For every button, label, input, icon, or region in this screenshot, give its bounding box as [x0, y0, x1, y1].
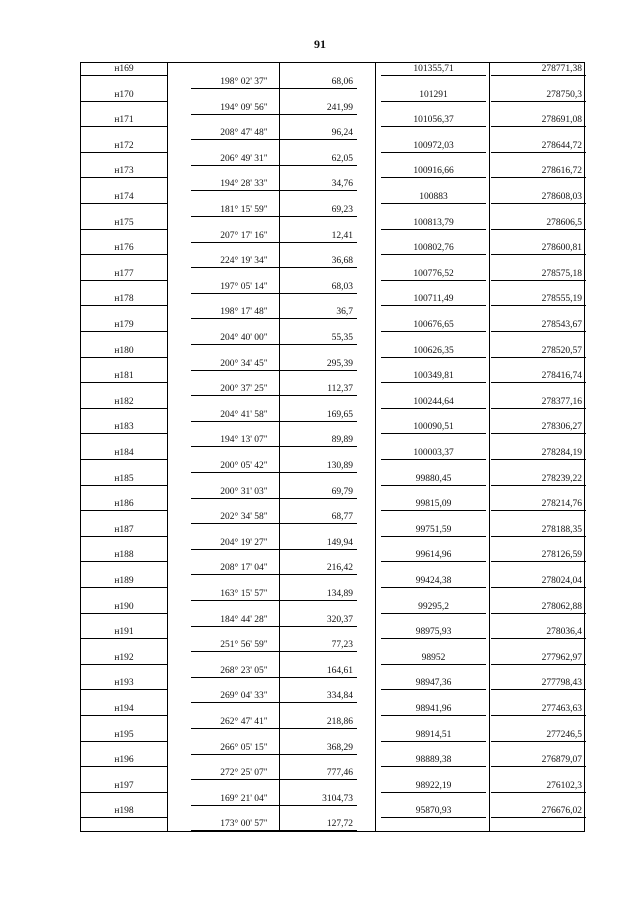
distance: 77,23: [297, 640, 357, 652]
point-name: н183: [81, 422, 167, 434]
direction-angle: 262° 47' 41": [191, 717, 297, 729]
distance: 216,42: [297, 563, 357, 575]
x-coordinate: 99424,38: [381, 576, 486, 588]
distance: 36,68: [297, 256, 357, 268]
direction-angle: 266° 05' 15": [191, 743, 297, 755]
distance: 777,46: [297, 768, 357, 780]
y-coordinate: 278691,08: [491, 115, 586, 127]
distance: 241,99: [297, 103, 357, 115]
point-name: н177: [81, 269, 167, 281]
distance: 127,72: [297, 819, 357, 831]
point-name: н180: [81, 346, 167, 358]
direction-angle: 181° 15' 59": [191, 205, 297, 217]
table-row: [81, 396, 586, 422]
table-row: [81, 601, 586, 627]
x-coordinate: 100244,64: [381, 397, 486, 409]
y-coordinate: 278616,72: [491, 166, 586, 178]
x-coordinate: 101355,71: [381, 64, 486, 76]
point-name: н188: [81, 550, 167, 562]
distance: 368,29: [297, 743, 357, 755]
table-row: [81, 729, 586, 755]
x-coordinate: 98941,96: [381, 704, 486, 716]
point-name: н174: [81, 192, 167, 204]
point-name: н195: [81, 730, 167, 742]
distance: 149,94: [297, 538, 357, 550]
y-coordinate: 278036,4: [491, 627, 586, 639]
table-row: [81, 652, 586, 678]
point-name: н198: [81, 806, 167, 818]
point-name: н189: [81, 576, 167, 588]
table-row: [81, 293, 586, 319]
x-coordinate: 100813,79: [381, 218, 486, 230]
point-name: н194: [81, 704, 167, 716]
direction-angle: 194° 28' 33": [191, 179, 297, 191]
y-coordinate: 278306,27: [491, 422, 586, 434]
point-name: н178: [81, 294, 167, 306]
table-row: [81, 498, 586, 524]
y-coordinate: 278377,16: [491, 397, 586, 409]
distance: 12,41: [297, 231, 357, 243]
distance: 69,23: [297, 205, 357, 217]
y-coordinate: 278214,76: [491, 499, 586, 511]
direction-angle: 200° 31' 03": [191, 487, 297, 499]
x-coordinate: 100776,52: [381, 269, 486, 281]
table-row: [81, 345, 586, 371]
x-coordinate: 99295,2: [381, 602, 486, 614]
distance: 130,89: [297, 461, 357, 473]
table-row: [81, 780, 586, 806]
point-name: н176: [81, 243, 167, 255]
direction-angle: 204° 40' 00": [191, 333, 297, 345]
table-row: [81, 319, 586, 345]
point-name: н191: [81, 627, 167, 639]
y-coordinate: 278750,3: [491, 90, 586, 102]
distance: 89,89: [297, 435, 357, 447]
point-name: н197: [81, 781, 167, 793]
distance: 320,37: [297, 615, 357, 627]
distance: 169,65: [297, 410, 357, 422]
y-coordinate: 278024,04: [491, 576, 586, 588]
point-name: н170: [81, 90, 167, 102]
direction-angle: 173° 00' 57": [191, 819, 297, 831]
table-row: [81, 473, 586, 499]
direction-angle: 184° 44' 28": [191, 615, 297, 627]
distance: 68,06: [297, 77, 357, 89]
point-name: н169: [81, 64, 167, 76]
distance: 112,37: [297, 384, 357, 396]
table-row: [81, 805, 586, 831]
point-name: н179: [81, 320, 167, 332]
direction-angle: 224° 19' 34": [191, 256, 297, 268]
point-name: н192: [81, 653, 167, 665]
table-row: [81, 677, 586, 703]
x-coordinate: 101056,37: [381, 115, 486, 127]
direction-angle: 204° 19' 27": [191, 538, 297, 550]
distance: 68,03: [297, 282, 357, 294]
x-coordinate: 101291: [381, 90, 486, 102]
point-name: н185: [81, 474, 167, 486]
direction-angle: 251° 56' 59": [191, 640, 297, 652]
direction-angle: 198° 17' 48": [191, 307, 297, 319]
y-coordinate: 276102,3: [491, 781, 586, 793]
direction-angle: 268° 23' 05": [191, 666, 297, 678]
x-coordinate: 99880,45: [381, 474, 486, 486]
y-coordinate: 277798,43: [491, 678, 586, 690]
distance: 334,84: [297, 691, 357, 703]
x-coordinate: 100349,81: [381, 371, 486, 383]
x-coordinate: 98952: [381, 653, 486, 665]
x-coordinate: 98947,36: [381, 678, 486, 690]
direction-angle: 206° 49' 31": [191, 154, 297, 166]
table-row: [81, 63, 586, 89]
distance: 69,79: [297, 487, 357, 499]
y-coordinate: 278600,81: [491, 243, 586, 255]
y-coordinate: 278555,19: [491, 294, 586, 306]
point-name: н187: [81, 525, 167, 537]
table-row: [81, 626, 586, 652]
point-name: н184: [81, 448, 167, 460]
point-name: н196: [81, 755, 167, 767]
page-number: 91: [314, 37, 326, 51]
distance: 164,61: [297, 666, 357, 678]
distance: 34,76: [297, 179, 357, 191]
x-coordinate: 95870,93: [381, 806, 486, 818]
y-coordinate: 278575,18: [491, 269, 586, 281]
direction-angle: 200° 05' 42": [191, 461, 297, 473]
distance: 96,24: [297, 128, 357, 140]
coordinates-table: [80, 62, 585, 832]
y-coordinate: 278239,22: [491, 474, 586, 486]
table-row: [81, 268, 586, 294]
x-coordinate: 99614,96: [381, 550, 486, 562]
x-coordinate: 100003,37: [381, 448, 486, 460]
direction-angle: 194° 13' 07": [191, 435, 297, 447]
table-row: [81, 524, 586, 550]
distance: 55,35: [297, 333, 357, 345]
table-row: [81, 549, 586, 575]
direction-angle: 198° 02' 37": [191, 77, 297, 89]
direction-angle: 272° 25' 07": [191, 768, 297, 780]
y-coordinate: 278126,59: [491, 550, 586, 562]
distance: 134,89: [297, 589, 357, 601]
distance: 295,39: [297, 359, 357, 371]
direction-angle: 194° 09' 56": [191, 103, 297, 115]
table-row: [81, 575, 586, 601]
x-coordinate: 100916,66: [381, 166, 486, 178]
point-name: н193: [81, 678, 167, 690]
point-name: н172: [81, 141, 167, 153]
y-coordinate: 278520,57: [491, 346, 586, 358]
y-coordinate: 277463,63: [491, 704, 586, 716]
x-coordinate: 98975,93: [381, 627, 486, 639]
direction-angle: 208° 47' 48": [191, 128, 297, 140]
x-coordinate: 100972,03: [381, 141, 486, 153]
point-name: н190: [81, 602, 167, 614]
x-coordinate: 99751,59: [381, 525, 486, 537]
y-coordinate: 278188,35: [491, 525, 586, 537]
distance: 218,86: [297, 717, 357, 729]
point-name: н181: [81, 371, 167, 383]
x-coordinate: 100711,49: [381, 294, 486, 306]
direction-angle: 197° 05' 14": [191, 282, 297, 294]
table-row: [81, 89, 586, 115]
distance: 3104,73: [297, 794, 357, 806]
table-row: [81, 114, 586, 140]
table-row: [81, 703, 586, 729]
direction-angle: 202° 34' 58": [191, 512, 297, 524]
y-coordinate: 278771,38: [491, 64, 586, 76]
table-row: [81, 191, 586, 217]
y-coordinate: 276879,07: [491, 755, 586, 767]
direction-angle: 163° 15' 57": [191, 589, 297, 601]
direction-angle: 207° 17' 16": [191, 231, 297, 243]
x-coordinate: 99815,09: [381, 499, 486, 511]
table-row: [81, 217, 586, 243]
y-coordinate: 277962,97: [491, 653, 586, 665]
x-coordinate: 100626,35: [381, 346, 486, 358]
y-coordinate: 278606,5: [491, 218, 586, 230]
x-coordinate: 100090,51: [381, 422, 486, 434]
table-row: [81, 242, 586, 268]
direction-angle: 200° 34' 45": [191, 359, 297, 371]
point-name: н182: [81, 397, 167, 409]
direction-angle: 204° 41' 58": [191, 410, 297, 422]
direction-angle: 169° 21' 04": [191, 794, 297, 806]
y-coordinate: 278644,72: [491, 141, 586, 153]
x-coordinate: 98889,38: [381, 755, 486, 767]
x-coordinate: 98922,19: [381, 781, 486, 793]
y-coordinate: 277246,5: [491, 730, 586, 742]
point-name: н175: [81, 218, 167, 230]
y-coordinate: 278416,74: [491, 371, 586, 383]
direction-angle: 269° 04' 33": [191, 691, 297, 703]
table-row: [81, 754, 586, 780]
x-coordinate: 100802,76: [381, 243, 486, 255]
table-row: [81, 421, 586, 447]
x-coordinate: 100883: [381, 192, 486, 204]
y-coordinate: 278608,03: [491, 192, 586, 204]
y-coordinate: 278062,88: [491, 602, 586, 614]
point-name: н186: [81, 499, 167, 511]
direction-angle: 200° 37' 25": [191, 384, 297, 396]
y-coordinate: 276676,02: [491, 806, 586, 818]
table-row: [81, 165, 586, 191]
table-row: [81, 370, 586, 396]
point-name: н171: [81, 115, 167, 127]
point-name: н173: [81, 166, 167, 178]
distance: 36,7: [297, 307, 357, 319]
direction-angle: 208° 17' 04": [191, 563, 297, 575]
x-coordinate: 98914,51: [381, 730, 486, 742]
x-coordinate: 100676,65: [381, 320, 486, 332]
table-row: [81, 140, 586, 166]
distance: 62,05: [297, 154, 357, 166]
table-row: [81, 447, 586, 473]
y-coordinate: 278284,19: [491, 448, 586, 460]
distance: 68,77: [297, 512, 357, 524]
y-coordinate: 278543,67: [491, 320, 586, 332]
